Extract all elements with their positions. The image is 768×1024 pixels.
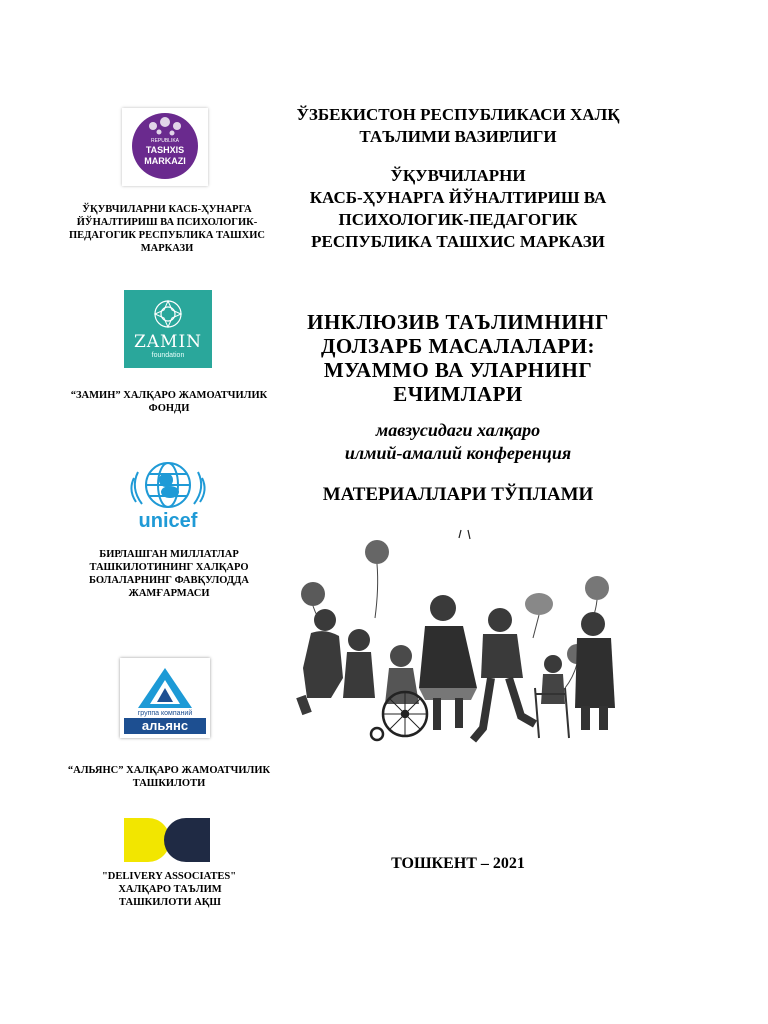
delivery-associates-logo: [124, 818, 210, 862]
delivery-associates-mark-icon: [124, 818, 210, 862]
zamin-ornament-icon: [124, 294, 212, 334]
balloon-1: [365, 540, 389, 564]
center-line-3: ПСИХОЛОГИК-ПЕДАГОГИК: [338, 210, 578, 229]
children-balloons-illustration: [295, 528, 625, 748]
alliance-logo-text: альянс: [124, 718, 206, 734]
conference-title: [268, 310, 648, 406]
title-line-1: ИНКЛЮЗИВ ТАЪЛИМНИНГ: [307, 310, 609, 334]
balloon-2: [301, 582, 325, 606]
collection-heading: МАТЕРИАЛЛАРИ ТЎПЛАМИ: [322, 484, 594, 505]
alliance-logo-subtext: группа компаний: [137, 710, 193, 717]
subtitle-line-2: илмий-амалий конференция: [344, 443, 572, 463]
delivery-associates-caption-1: "DELIVERY ASSOCIATES": [101, 871, 237, 882]
unicef-emblem-icon: [120, 458, 216, 514]
conference-subtitle: [268, 419, 648, 465]
tashxis-markazi-logo: [122, 108, 208, 186]
zamin-caption: “ЗАМИН” ХАЛҚАРО ЖАМОАТЧИЛИК ФОНДИ: [70, 390, 268, 414]
tashxis-logo-text-1: REPUBLIKA: [150, 138, 180, 144]
alliance-caption: “АЛЬЯНС” ХАЛҚАРО ЖАМОАТЧИЛИК ТАШКИЛОТИ: [67, 765, 271, 789]
zamin-logo: [124, 290, 212, 368]
tashxis-markazi-caption: ЎҚУВЧИЛАРНИ КАСБ-ҲУНАРГА ЙЎНАЛТИРИШ ВА ПСИХОЛОГИК-ПЕДАГОГИК РЕСПУБЛИКА ТАШХИС МАРКАЗИ: [69, 204, 265, 254]
tashxis-logo-text-2: TASHXIS: [145, 145, 185, 155]
title-line-4: ЕЧИМЛАРИ: [393, 382, 523, 406]
ministry-line-1: ЎЗБЕКИСТОН РЕСПУБЛИКАСИ ХАЛҚ: [296, 105, 620, 124]
ministry-line-2: ТАЪЛИМИ ВАЗИРЛИГИ: [359, 127, 557, 146]
city-year: ТОШКЕНТ – 2021: [391, 855, 525, 872]
center-heading: [268, 165, 648, 253]
unicef-caption: БИРЛАШГАН МИЛЛАТЛАР ТАШКИЛОТИНИНГ ХАЛҚАРО БОЛАЛАРНИНГ ФАВҚУЛОДДА ЖАМҒАРМАСИ: [89, 549, 249, 599]
zamin-logo-subtext: foundation: [151, 352, 185, 359]
subtitle-line-1: мавзусидаги халқаро: [375, 420, 541, 440]
ministry-heading: [268, 104, 648, 148]
delivery-associates-caption-2: ХАЛҚАРО ТАЪЛИМ ТАШКИЛОТИ АҚШ: [118, 884, 222, 908]
title-line-2: ДОЛЗАРБ МАСАЛАЛАРИ:: [320, 334, 596, 358]
unicef-logo: [120, 458, 216, 532]
cotton-candy: [525, 593, 553, 615]
balloon-3: [585, 576, 609, 600]
tashxis-logo-text-3: MARKAZI: [144, 156, 186, 166]
alliance-logo: [120, 658, 210, 738]
zamin-logo-text: ZAMIN: [133, 332, 203, 352]
title-line-3: МУАММО ВА УЛАРНИНГ: [323, 358, 593, 382]
center-line-2: КАСБ-ҲУНАРГА ЙЎНАЛТИРИШ ВА: [309, 188, 607, 207]
unicef-logo-text: unicef: [138, 510, 198, 532]
center-line-1: ЎҚУВЧИЛАРНИ: [390, 166, 526, 185]
center-line-4: РЕСПУБЛИКА ТАШХИС МАРКАЗИ: [311, 232, 605, 251]
alliance-triangle-icon: [120, 664, 210, 712]
